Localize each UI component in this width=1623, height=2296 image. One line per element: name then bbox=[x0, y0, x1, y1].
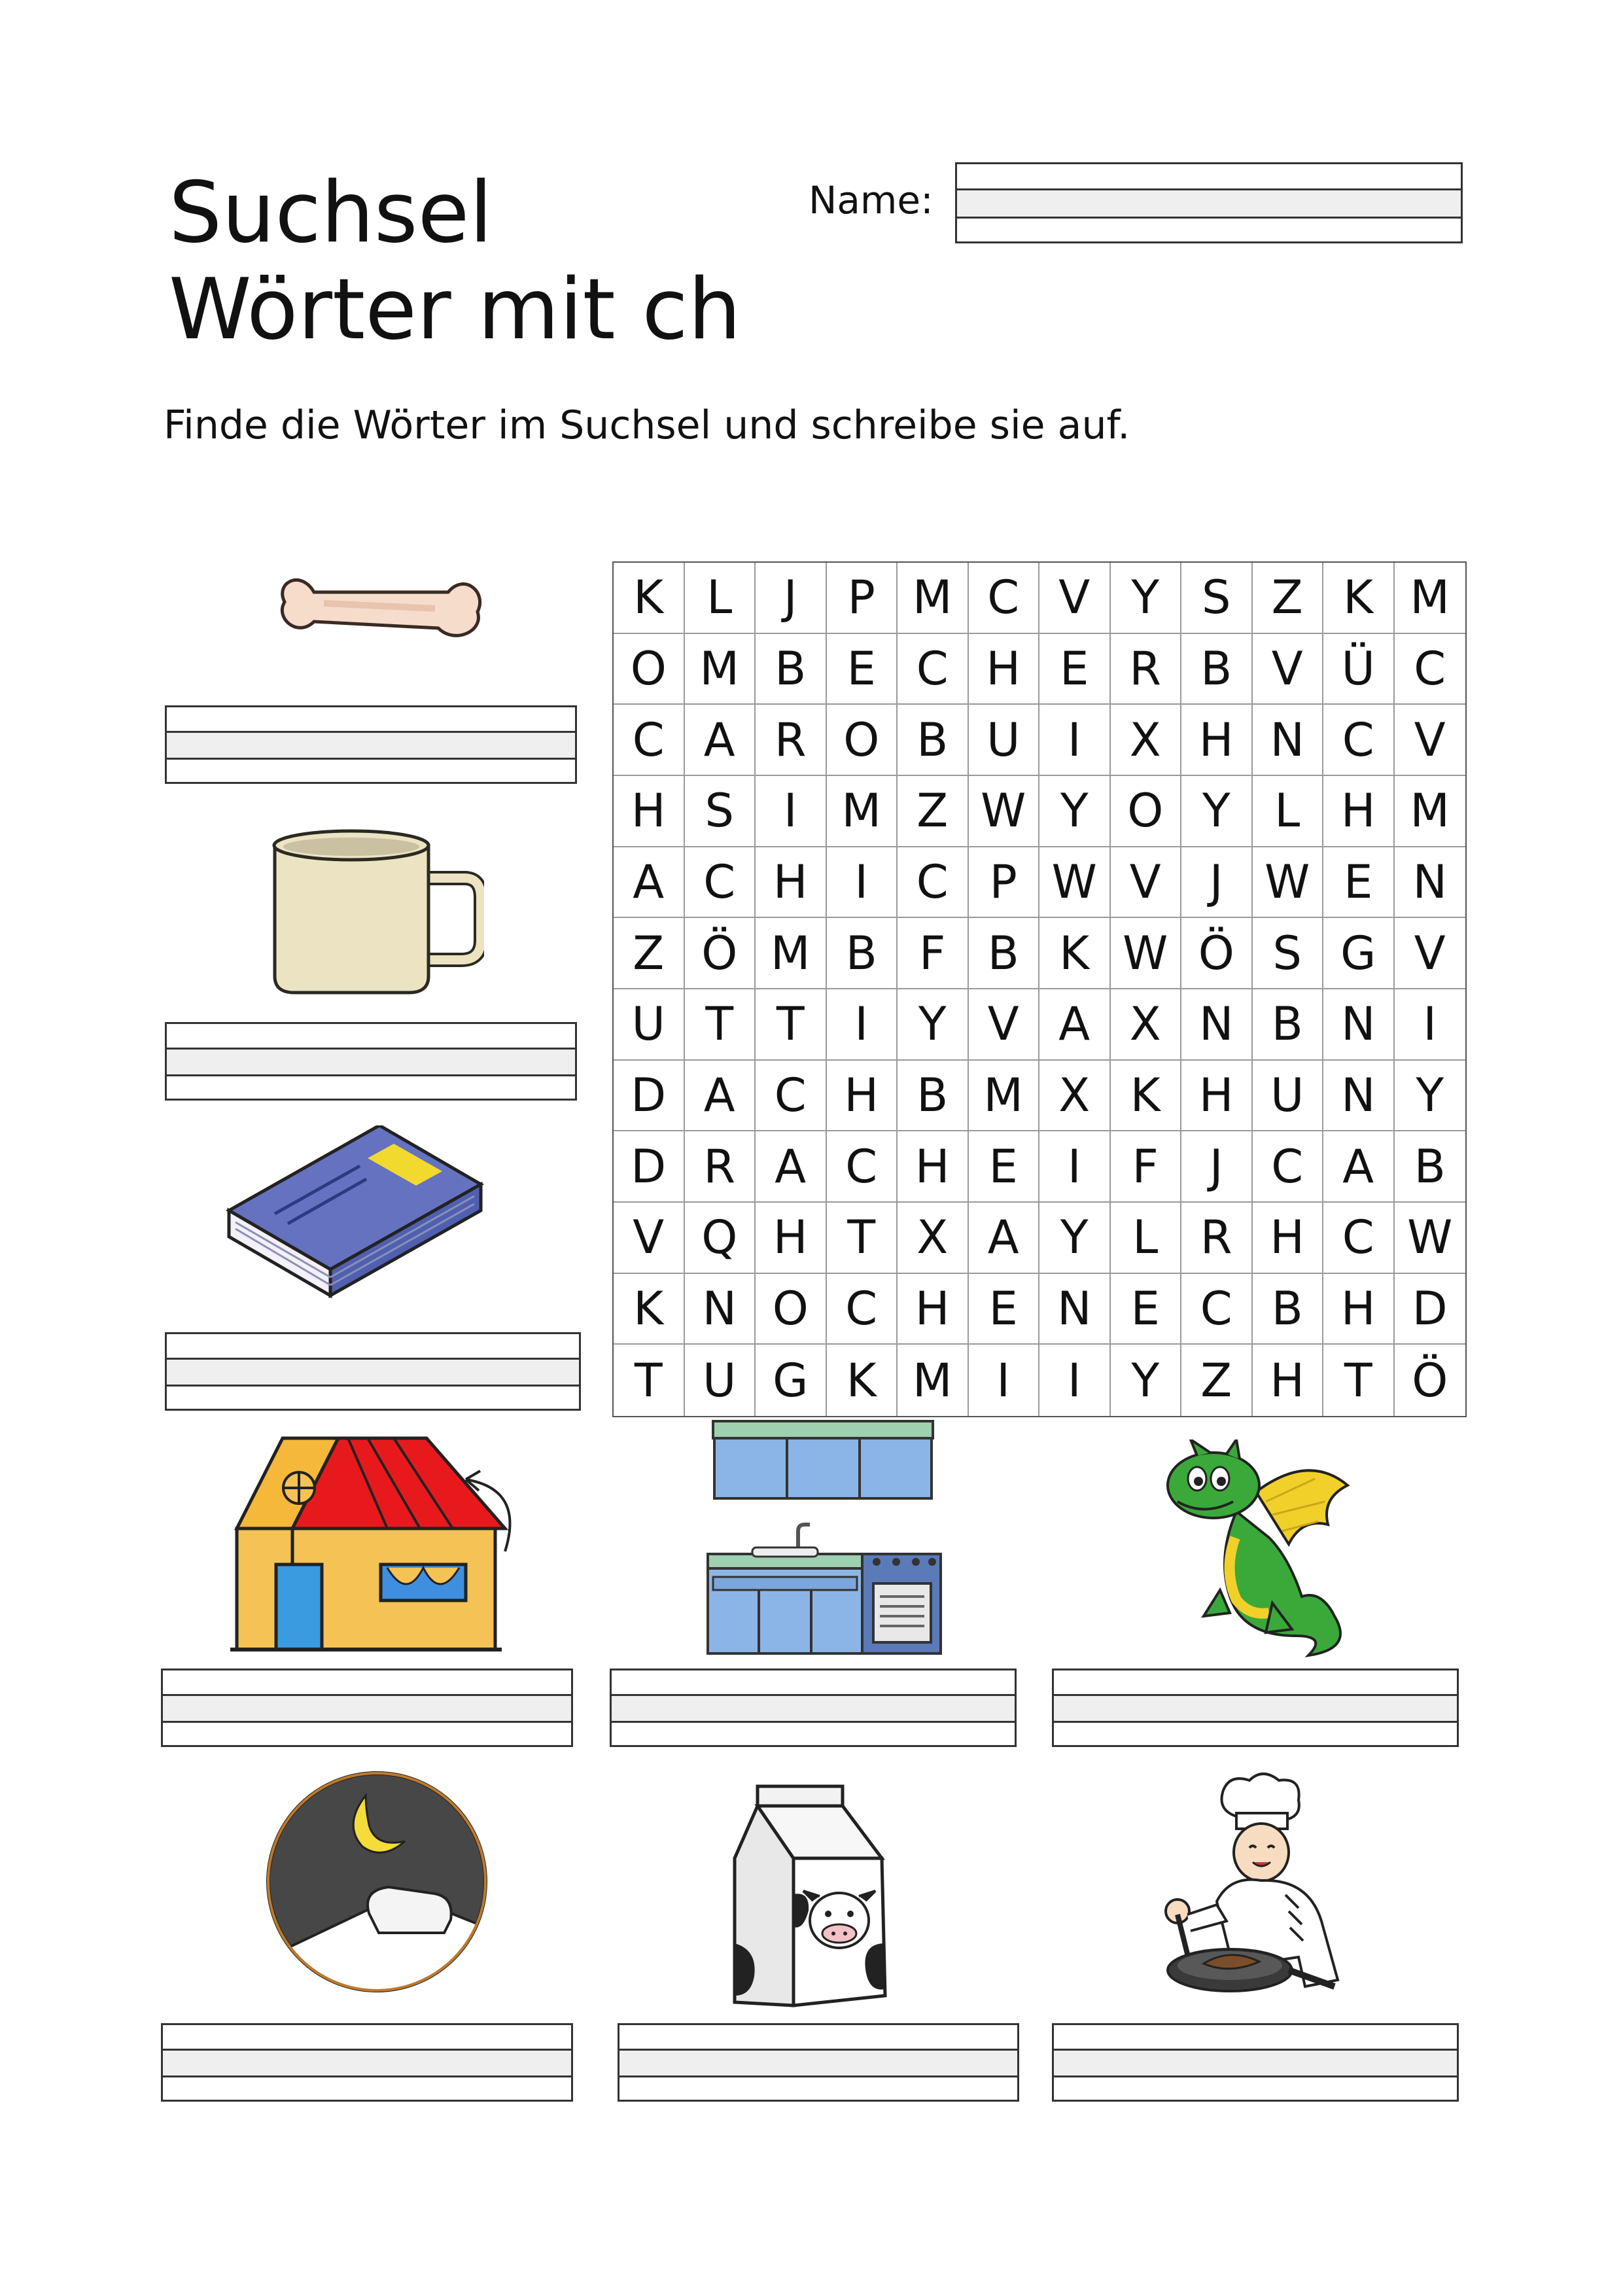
grid-cell[interactable]: J bbox=[1181, 1131, 1253, 1203]
grid-cell[interactable]: N bbox=[1253, 705, 1324, 776]
grid-cell[interactable]: H bbox=[898, 1131, 969, 1203]
grid-cell[interactable]: W bbox=[1111, 918, 1182, 989]
grid-cell[interactable]: Z bbox=[1253, 563, 1324, 634]
grid-cell[interactable]: C bbox=[1323, 705, 1395, 776]
grid-cell[interactable]: I bbox=[827, 847, 898, 919]
grid-cell[interactable]: L bbox=[685, 563, 756, 634]
grid-cell[interactable]: R bbox=[685, 1131, 756, 1203]
mug-icon bbox=[268, 826, 484, 996]
grid-cell[interactable]: H bbox=[1323, 1274, 1395, 1345]
grid-cell[interactable]: E bbox=[1323, 847, 1395, 919]
grid-cell[interactable]: U bbox=[685, 1345, 756, 1416]
answer-lines-night[interactable] bbox=[161, 2023, 573, 2102]
grid-cell[interactable]: M bbox=[898, 563, 969, 634]
grid-cell[interactable]: X bbox=[1111, 989, 1182, 1061]
grid-cell[interactable]: I bbox=[969, 1345, 1040, 1416]
milk-carton-icon bbox=[731, 1780, 895, 2009]
answer-lines-book[interactable] bbox=[165, 1332, 581, 1411]
grid-cell[interactable]: C bbox=[1181, 1274, 1253, 1345]
grid-cell[interactable]: O bbox=[1111, 776, 1182, 847]
grid-cell[interactable]: Y bbox=[898, 989, 969, 1061]
grid-cell[interactable]: P bbox=[827, 563, 898, 634]
grid-cell[interactable]: J bbox=[1181, 847, 1253, 919]
grid-cell[interactable]: W bbox=[969, 776, 1040, 847]
grid-cell[interactable]: M bbox=[898, 1345, 969, 1416]
grid-cell[interactable]: A bbox=[685, 1061, 756, 1132]
kitchen-icon bbox=[700, 1420, 949, 1655]
grid-cell[interactable]: E bbox=[1111, 1274, 1182, 1345]
grid-cell[interactable]: X bbox=[898, 1203, 969, 1274]
grid-cell[interactable]: Z bbox=[1181, 1345, 1253, 1416]
grid-cell[interactable]: Z bbox=[898, 776, 969, 847]
grid-cell[interactable]: C bbox=[898, 634, 969, 705]
answer-lines-bone[interactable] bbox=[165, 705, 577, 784]
grid-cell[interactable]: X bbox=[1039, 1061, 1111, 1132]
grid-cell[interactable]: D bbox=[614, 1061, 685, 1132]
grid-cell[interactable]: Ö bbox=[685, 918, 756, 989]
grid-cell[interactable]: Y bbox=[1039, 776, 1111, 847]
grid-cell[interactable]: Ü bbox=[1323, 634, 1395, 705]
grid-cell[interactable]: C bbox=[756, 1061, 827, 1132]
grid-cell[interactable]: C bbox=[827, 1131, 898, 1203]
grid-cell[interactable]: M bbox=[827, 776, 898, 847]
grid-cell[interactable]: O bbox=[756, 1274, 827, 1345]
grid-cell[interactable]: V bbox=[1111, 847, 1182, 919]
grid-cell[interactable]: S bbox=[685, 776, 756, 847]
grid-cell[interactable]: E bbox=[969, 1131, 1040, 1203]
grid-cell[interactable]: I bbox=[827, 989, 898, 1061]
grid-cell[interactable]: J bbox=[756, 563, 827, 634]
grid-cell[interactable]: O bbox=[827, 705, 898, 776]
grid-cell[interactable]: M bbox=[1395, 776, 1466, 847]
grid-cell[interactable]: N bbox=[685, 1274, 756, 1345]
grid-cell[interactable]: B bbox=[1181, 634, 1253, 705]
grid-cell[interactable]: I bbox=[1039, 1131, 1111, 1203]
book-icon bbox=[222, 1125, 484, 1309]
grid-cell[interactable]: K bbox=[1323, 563, 1395, 634]
grid-cell[interactable]: W bbox=[1395, 1203, 1466, 1274]
grid-cell[interactable]: V bbox=[1253, 634, 1324, 705]
grid-cell[interactable]: L bbox=[1111, 1203, 1182, 1274]
grid-cell[interactable]: S bbox=[1253, 918, 1324, 989]
grid-cell[interactable]: N bbox=[1181, 989, 1253, 1061]
grid-cell[interactable]: H bbox=[1181, 705, 1253, 776]
grid-cell[interactable]: U bbox=[614, 989, 685, 1061]
grid-cell[interactable]: K bbox=[614, 563, 685, 634]
answer-lines-kitchen[interactable] bbox=[610, 1669, 1017, 1747]
grid-cell[interactable]: T bbox=[827, 1203, 898, 1274]
grid-cell[interactable]: K bbox=[614, 1274, 685, 1345]
house-roof-icon bbox=[230, 1430, 570, 1653]
grid-cell[interactable]: C bbox=[614, 705, 685, 776]
word-search-grid[interactable] bbox=[612, 561, 1467, 1417]
grid-cell[interactable]: A bbox=[614, 847, 685, 919]
grid-cell[interactable]: G bbox=[1323, 918, 1395, 989]
grid-cell[interactable]: V bbox=[1395, 918, 1466, 989]
grid-cell[interactable]: N bbox=[1323, 989, 1395, 1061]
grid-cell[interactable]: V bbox=[1395, 705, 1466, 776]
grid-cell[interactable]: H bbox=[898, 1274, 969, 1345]
grid-cell[interactable]: O bbox=[614, 634, 685, 705]
grid-cell[interactable]: T bbox=[1323, 1345, 1395, 1416]
grid-cell[interactable]: V bbox=[614, 1203, 685, 1274]
grid-cell[interactable]: Y bbox=[1181, 776, 1253, 847]
grid-cell[interactable]: I bbox=[1395, 989, 1466, 1061]
grid-cell[interactable]: H bbox=[756, 1203, 827, 1274]
worksheet-subtitle: Wörter mit ch bbox=[169, 261, 741, 359]
grid-cell[interactable]: Y bbox=[1111, 1345, 1182, 1416]
grid-cell[interactable]: U bbox=[1253, 1061, 1324, 1132]
grid-cell[interactable]: T bbox=[614, 1345, 685, 1416]
name-label: Name: bbox=[809, 178, 934, 222]
grid-cell[interactable]: A bbox=[1039, 989, 1111, 1061]
name-writing-lines[interactable] bbox=[955, 162, 1463, 243]
grid-cell[interactable]: H bbox=[1253, 1203, 1324, 1274]
grid-cell[interactable]: H bbox=[756, 847, 827, 919]
grid-cell[interactable]: Y bbox=[1039, 1203, 1111, 1274]
grid-cell[interactable]: M bbox=[1395, 563, 1466, 634]
grid-cell[interactable]: G bbox=[756, 1345, 827, 1416]
grid-cell[interactable]: A bbox=[1323, 1131, 1395, 1203]
grid-cell[interactable]: E bbox=[1039, 634, 1111, 705]
grid-cell[interactable]: B bbox=[1395, 1131, 1466, 1203]
grid-cell[interactable]: D bbox=[614, 1131, 685, 1203]
answer-lines-mug[interactable] bbox=[165, 1022, 577, 1101]
grid-cell[interactable]: H bbox=[827, 1061, 898, 1132]
grid-cell[interactable]: B bbox=[898, 705, 969, 776]
night-icon bbox=[264, 1769, 489, 1994]
cook-icon bbox=[1151, 1771, 1361, 2013]
grid-cell[interactable]: I bbox=[756, 776, 827, 847]
grid-cell[interactable]: C bbox=[827, 1274, 898, 1345]
grid-cell[interactable]: Ö bbox=[1181, 918, 1253, 989]
grid-cell[interactable]: I bbox=[1039, 1345, 1111, 1416]
answer-lines-house[interactable] bbox=[161, 1669, 573, 1747]
grid-cell[interactable]: K bbox=[827, 1345, 898, 1416]
grid-cell[interactable]: E bbox=[969, 1274, 1040, 1345]
grid-cell[interactable]: H bbox=[969, 634, 1040, 705]
grid-cell[interactable]: H bbox=[1181, 1061, 1253, 1132]
grid-cell[interactable]: R bbox=[1181, 1203, 1253, 1274]
grid-cell[interactable]: B bbox=[969, 918, 1040, 989]
grid-cell[interactable]: C bbox=[1323, 1203, 1395, 1274]
grid-cell[interactable]: X bbox=[1111, 705, 1182, 776]
grid-cell[interactable]: P bbox=[969, 847, 1040, 919]
grid-cell[interactable]: W bbox=[1039, 847, 1111, 919]
answer-lines-milk[interactable] bbox=[618, 2023, 1019, 2102]
grid-cell[interactable]: F bbox=[1111, 1131, 1182, 1203]
grid-cell[interactable]: Z bbox=[614, 918, 685, 989]
grid-cell[interactable]: L bbox=[1253, 776, 1324, 847]
grid-cell[interactable]: H bbox=[1323, 776, 1395, 847]
grid-cell[interactable]: F bbox=[898, 918, 969, 989]
grid-cell[interactable]: U bbox=[969, 705, 1040, 776]
grid-cell[interactable]: V bbox=[969, 989, 1040, 1061]
grid-cell[interactable]: B bbox=[1253, 1274, 1324, 1345]
grid-cell[interactable]: Y bbox=[1395, 1061, 1466, 1132]
grid-cell[interactable]: B bbox=[756, 634, 827, 705]
grid-cell[interactable]: M bbox=[756, 918, 827, 989]
dragon-icon bbox=[1158, 1439, 1354, 1662]
grid-cell[interactable]: I bbox=[1039, 705, 1111, 776]
grid-cell[interactable]: D bbox=[1395, 1274, 1466, 1345]
grid-cell[interactable]: E bbox=[827, 634, 898, 705]
grid-cell[interactable]: C bbox=[685, 847, 756, 919]
grid-cell[interactable]: R bbox=[1111, 634, 1182, 705]
instruction-text: Finde die Wörter im Suchsel und schreibe sie auf. bbox=[164, 402, 1130, 448]
grid-cell[interactable]: C bbox=[898, 847, 969, 919]
grid-cell[interactable]: Y bbox=[1111, 563, 1182, 634]
grid-cell[interactable]: Q bbox=[685, 1203, 756, 1274]
grid-cell[interactable]: H bbox=[614, 776, 685, 847]
grid-cell[interactable]: N bbox=[1323, 1061, 1395, 1132]
grid-cell[interactable]: B bbox=[1253, 989, 1324, 1061]
grid-cell[interactable]: Ö bbox=[1412, 1353, 1448, 1407]
grid-cell[interactable]: N bbox=[1039, 1274, 1111, 1345]
grid-cell[interactable]: A bbox=[685, 705, 756, 776]
answer-lines-cook[interactable] bbox=[1052, 2023, 1459, 2102]
grid-cell[interactable]: C bbox=[1253, 1131, 1324, 1203]
grid-cell[interactable]: T bbox=[685, 989, 756, 1061]
grid-cell[interactable]: W bbox=[1253, 847, 1324, 919]
grid-cell[interactable]: R bbox=[756, 705, 827, 776]
grid-cell[interactable]: A bbox=[969, 1203, 1040, 1274]
grid-cell[interactable]: C bbox=[1395, 634, 1466, 705]
bone-icon bbox=[275, 563, 491, 667]
grid-cell[interactable]: V bbox=[1039, 563, 1111, 634]
grid-cell[interactable]: T bbox=[756, 989, 827, 1061]
grid-cell[interactable]: M bbox=[969, 1061, 1040, 1132]
worksheet-title: Suchsel bbox=[169, 164, 493, 262]
grid-cell[interactable]: A bbox=[756, 1131, 827, 1203]
answer-lines-dragon[interactable] bbox=[1052, 1669, 1459, 1747]
grid-cell[interactable]: B bbox=[827, 918, 898, 989]
grid-cell[interactable]: S bbox=[1181, 563, 1253, 634]
grid-cell[interactable]: M bbox=[685, 634, 756, 705]
grid-cell[interactable]: N bbox=[1395, 847, 1466, 919]
grid-cell[interactable]: K bbox=[1111, 1061, 1182, 1132]
grid-cell[interactable]: H bbox=[1253, 1345, 1324, 1416]
grid-cell[interactable]: K bbox=[1039, 918, 1111, 989]
grid-cell[interactable]: B bbox=[898, 1061, 969, 1132]
grid-cell[interactable]: C bbox=[969, 563, 1040, 634]
